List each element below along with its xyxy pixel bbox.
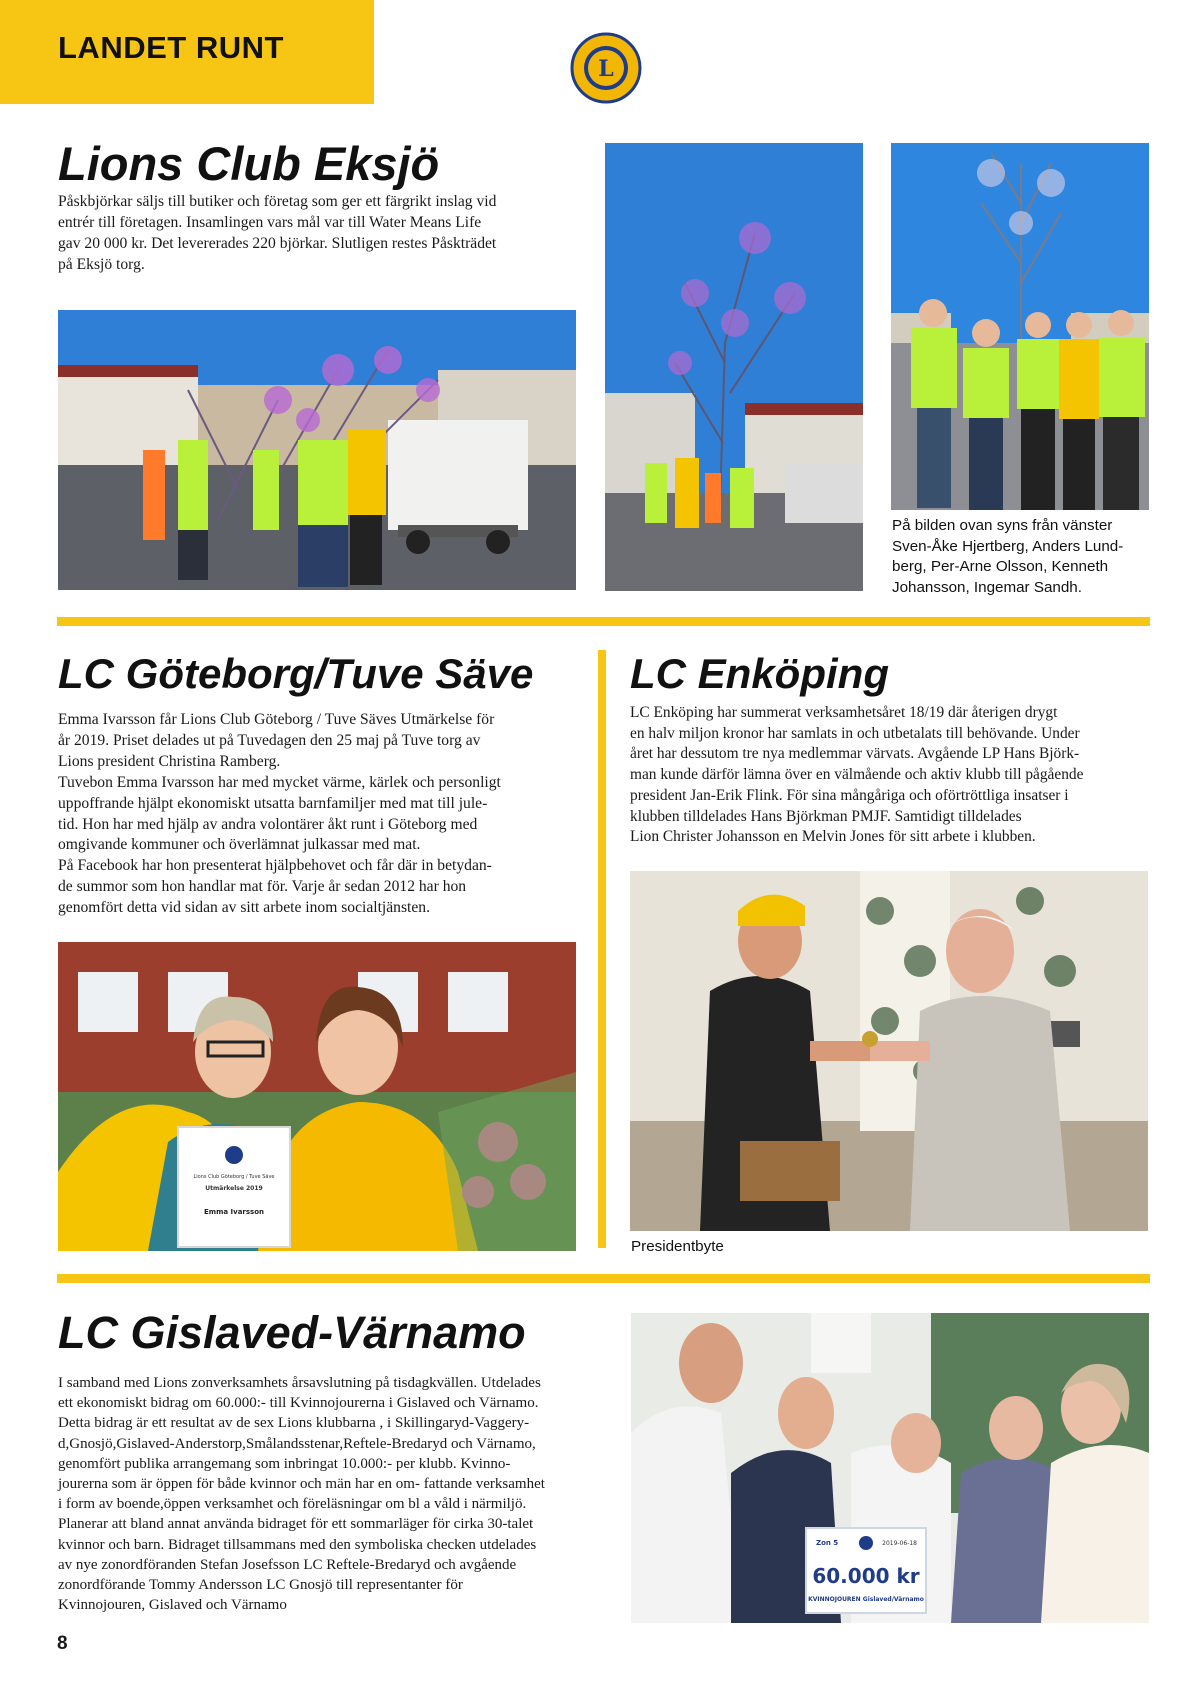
section-divider-2 (57, 1274, 1150, 1283)
eksjo-photo-group (891, 143, 1149, 510)
svg-text:L: L (598, 56, 614, 82)
goteborg-body: Emma Ivarsson får Lions Club Göteborg / Tuve Säves Utmärkelse för år 2019. Priset delades ut på Tuvedagen den 25 maj på Tuve torg av Lions president Christina Ramberg. Tuvebon Emma Ivarsson har med mycket värme, kärlek och personligt uppoffrande hjälpt ekonomiskt utsatta barnfamiljer med mat till jule- tid. Hon har med hjälp av andra volontärer åkt runt i Göteborg med omgivande kommuner och överlämnat julkassar med mat. På Facebook har hon presenterat hjälpbehovet och får där in betydan- de summor som hon handlar mat för. Varje år sedan 2012 har hon genomfört detta vid sidan av sitt arbete inom socialtjänsten. (58, 711, 501, 917)
eksjo-photo-raised-tree (605, 143, 863, 591)
eksjo-photo-loading-birches (58, 310, 576, 590)
section-label: LANDET RUNT (58, 30, 284, 65)
certificate-award: Utmärkelse 2019 (205, 1185, 263, 1192)
enkoping-photo-caption: Presidentbyte (631, 1238, 724, 1255)
goteborg-photo-award (58, 942, 576, 1251)
section-divider (57, 617, 1150, 626)
enkoping-body: LC Enköping har summerat verksamhetsåret 18/19 där återigen drygt en halv miljon kronor har samlats in och utbetalats till behövande. Under året har dessutom tre nya medlemmar värvats. Avgående LP Hans Björk- man kunde därför lämna över en välmående och aktiv klubb till pågående president Jan-Erik Flink. För sina mångåriga och oförtröttliga insatser i klubben tilldelades Hans Björkman PMJF. Samtidigt tilldelades Lion Christer Johansson en Melvin Jones för sitt arbete i klubben. (630, 704, 1084, 846)
eksjo-photo-caption: På bilden ovan syns från vänster Sven-Åke Hjertberg, Anders Lund- berg, Per-Arne Olsson, Kenneth Johansson, Ingemar Sandh. (892, 517, 1124, 596)
enkoping-photo-presidentbyte (630, 871, 1148, 1231)
enkoping-title: LC Enköping (630, 650, 889, 697)
cheque-date: 2019-06-18 (882, 1540, 917, 1547)
gislaved-body: I samband med Lions zonverksamhets årsavslutning på tisdagkvällen. Utdelades ett ekonomiskt bidrag om 60.000:- till Kvinnojourerna i Gislaved och Värnamo. Detta bidrag är ett resultat av de sex Lions klubbarna , i Skillingaryd-Vaggery- d,Gnosjö,Gislaved-Anderstorp,Smålandsstenar,Reftele-Bredaryd och Värnamo, genomfört publika arrangemang som inbringat 10.000:- per klubb. Kvinno- jourerna som är öppen för både kvinnor och män har en om- fattande verksamhet i form av boende,öppen verksamhet och föreläsningar om bl a våld i närmiljö. Planerar att bland annat använda bidraget för ett sommarläger för cirka 30-talet kvinnor och barn. Bidraget tillsammans med den symboliska checken utdelades av nye zonordföranden Stefan Josefsson LC Reftele-Bredaryd och avgående zonordförande Tommy Andersson LC Gnosjö till representanter för Kvinnojouren, Gislaved och Värnamo (58, 1375, 545, 1614)
page-number: 8 (57, 1633, 68, 1654)
lions-logo-icon (570, 32, 642, 104)
column-divider (598, 650, 606, 1248)
certificate-club: Lions Club Göteborg / Tuve Säve (193, 1174, 275, 1180)
certificate-name: Emma Ivarsson (204, 1208, 264, 1216)
gislaved-title: LC Gislaved-Värnamo (58, 1307, 526, 1358)
goteborg-title: LC Göteborg/Tuve Säve (58, 650, 534, 697)
cheque-recipient: KVINNOJOUREN Gislaved/Värnamo (808, 1596, 924, 1603)
gislaved-photo-cheque (631, 1313, 1149, 1623)
eksjo-body: Påskbjörkar säljs till butiker och företag som ger ett färgrikt inslag vid entrér till företagen. Insamlingen vars mål var till Water Means Life gav 20 000 kr. Det levererades 220 björkar. Slutligen restes Påskträdet på Eksjö torg. (58, 193, 497, 273)
eksjo-title: Lions Club Eksjö (58, 137, 440, 190)
cheque-zone: Zon 5 (816, 1539, 839, 1547)
cheque-amount: 60.000 kr (812, 1564, 920, 1588)
